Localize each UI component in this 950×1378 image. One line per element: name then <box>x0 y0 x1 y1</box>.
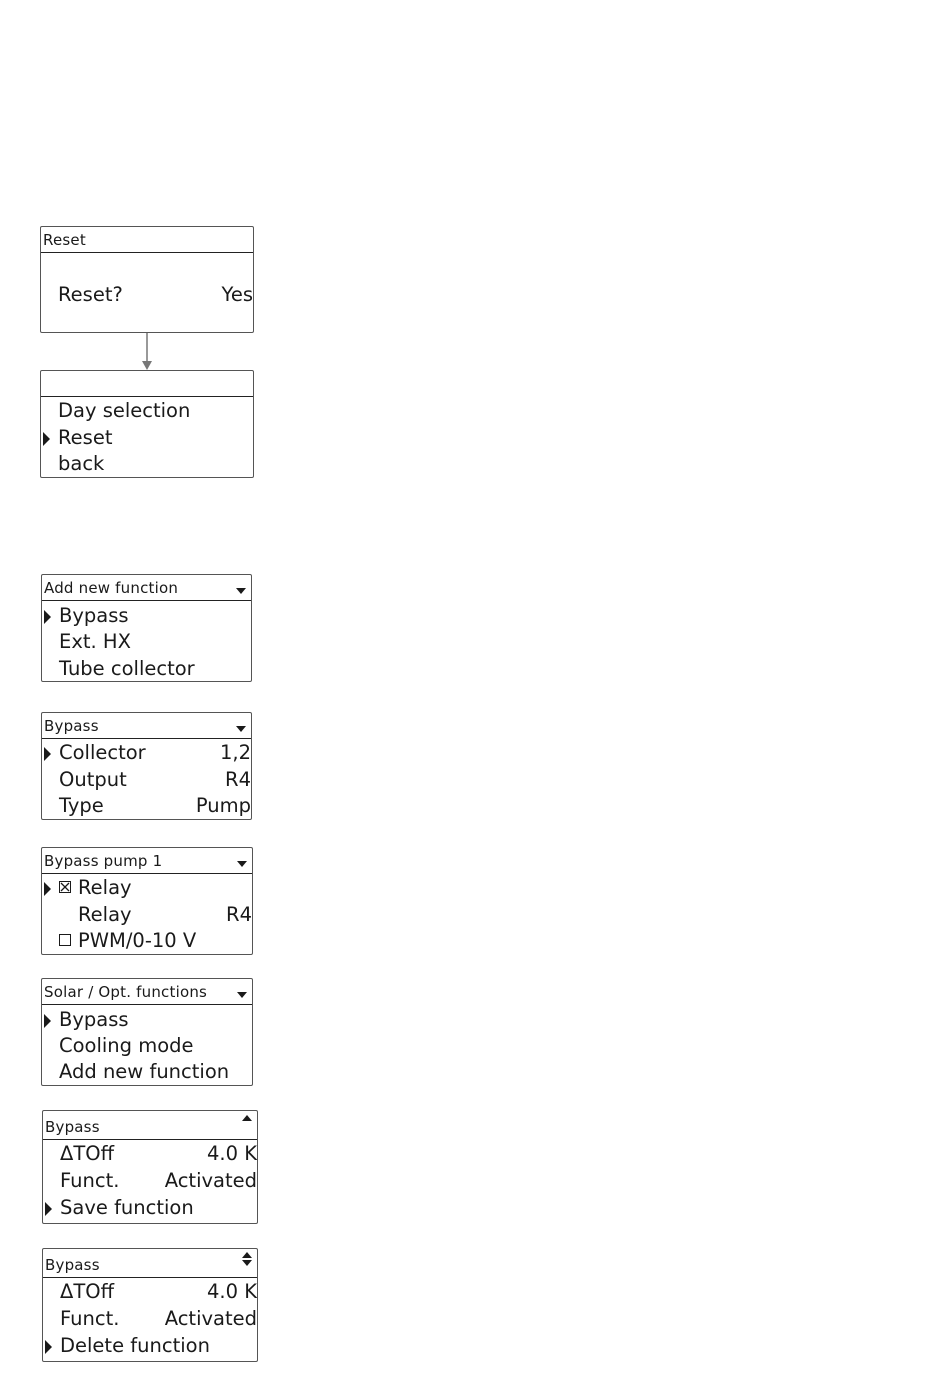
bypass-delete-screen <box>42 1248 258 1362</box>
list-item-bypass[interactable] <box>42 604 251 630</box>
bypass-settings-header <box>42 713 251 739</box>
list-item-label: Add new function <box>59 1060 230 1083</box>
list-item-ext-hx[interactable] <box>42 630 251 656</box>
delete-function-label: Delete function <box>60 1334 210 1357</box>
cursor-triangle-icon <box>43 432 50 446</box>
setting-row-type[interactable] <box>42 794 251 820</box>
reset-screen <box>40 226 254 333</box>
menu-screen <box>40 370 254 478</box>
cursor-triangle-icon <box>44 1014 51 1028</box>
list-item-label: Bypass <box>59 1008 129 1031</box>
list-item-tube-collector[interactable] <box>42 657 251 682</box>
list-item-label: Tube collector <box>59 657 195 680</box>
reset-screen-header <box>41 227 253 253</box>
menu-screen-header <box>41 371 253 397</box>
list-item-label: Bypass <box>59 604 129 627</box>
cursor-triangle-icon <box>44 610 51 624</box>
menu-item-label: Day selection <box>58 399 191 422</box>
reset-confirm-row[interactable] <box>41 283 253 309</box>
setting-label: Funct. <box>60 1169 120 1192</box>
checkbox-empty-icon[interactable] <box>59 934 71 946</box>
menu-item-label: Reset <box>58 426 113 449</box>
option-relay-label: Relay <box>78 876 132 899</box>
setting-value: 4.0 K <box>207 1142 257 1165</box>
add-function-title: Add new function <box>44 579 179 597</box>
setting-value: R4 <box>226 903 252 926</box>
menu-item-day-selection[interactable] <box>41 399 253 425</box>
setting-value: 4.0 K <box>207 1280 257 1303</box>
add-function-screen <box>41 574 252 682</box>
cursor-triangle-icon <box>44 882 51 896</box>
bypass-settings-screen <box>41 712 252 820</box>
setting-row-funct[interactable] <box>43 1307 257 1333</box>
option-pwm-label: PWM/0-10 V <box>78 929 197 952</box>
scroll-down-icon <box>236 857 248 869</box>
bypass-save-screen <box>42 1110 258 1224</box>
bypass-pump-screen <box>41 847 253 955</box>
scroll-updown-icon <box>241 1251 253 1267</box>
setting-label: Collector <box>59 741 146 764</box>
solar-functions-title: Solar / Opt. functions <box>44 983 208 1001</box>
setting-value: 1,2 <box>219 741 251 764</box>
cursor-triangle-icon <box>45 1202 52 1216</box>
bypass-save-header <box>43 1111 257 1140</box>
bypass-delete-header <box>43 1249 257 1278</box>
reset-answer-value[interactable]: Yes <box>221 283 253 306</box>
setting-row-delta-t-off[interactable] <box>43 1142 257 1168</box>
setting-label: ΔTOff <box>60 1142 115 1165</box>
checkbox-checked-icon[interactable] <box>59 881 71 893</box>
bypass-pump-header <box>42 848 252 874</box>
cursor-triangle-icon <box>45 1340 52 1354</box>
scroll-down-icon <box>235 584 247 596</box>
menu-item-reset[interactable] <box>41 426 253 452</box>
option-pwm[interactable] <box>42 929 252 955</box>
bypass-settings-title: Bypass <box>44 717 99 735</box>
list-item-cooling-mode[interactable] <box>42 1034 252 1060</box>
list-item-add-new-function[interactable] <box>42 1060 252 1086</box>
solar-functions-header <box>42 979 252 1005</box>
scroll-down-icon <box>236 988 248 1000</box>
setting-value: R4 <box>225 768 251 791</box>
bypass-pump-title: Bypass pump 1 <box>44 852 163 870</box>
setting-label: Relay <box>78 903 132 926</box>
option-relay[interactable] <box>42 876 252 902</box>
setting-label: ΔTOff <box>60 1280 115 1303</box>
reset-question-label: Reset? <box>58 283 123 306</box>
list-item-label: Cooling mode <box>59 1034 194 1057</box>
setting-label: Funct. <box>60 1307 120 1330</box>
reset-screen-title: Reset <box>43 231 86 249</box>
save-function-label: Save function <box>60 1196 194 1219</box>
setting-row-delta-t-off[interactable] <box>43 1280 257 1306</box>
setting-row-collector[interactable] <box>42 741 251 767</box>
list-item-label: Ext. HX <box>59 630 131 653</box>
setting-label: Output <box>59 768 127 791</box>
scroll-down-icon <box>235 722 247 734</box>
solar-functions-screen <box>41 978 253 1086</box>
bypass-delete-title: Bypass <box>45 1256 100 1274</box>
cursor-triangle-icon <box>44 747 51 761</box>
setting-row-relay[interactable] <box>42 903 252 929</box>
menu-item-label: back <box>58 452 105 475</box>
setting-value: Activated <box>164 1169 257 1192</box>
setting-row-output[interactable] <box>42 768 251 794</box>
menu-item-back[interactable] <box>41 452 253 478</box>
setting-value: Activated <box>164 1307 257 1330</box>
setting-label: Type <box>59 794 104 817</box>
arrow-down-icon <box>141 333 153 371</box>
add-function-header <box>42 575 251 601</box>
bypass-save-title: Bypass <box>45 1118 100 1136</box>
scroll-up-icon <box>241 1112 253 1124</box>
setting-value: Pump <box>195 794 251 817</box>
delete-function-button[interactable] <box>43 1334 257 1360</box>
save-function-button[interactable] <box>43 1196 257 1222</box>
setting-row-funct[interactable] <box>43 1169 257 1195</box>
list-item-bypass[interactable] <box>42 1008 252 1034</box>
